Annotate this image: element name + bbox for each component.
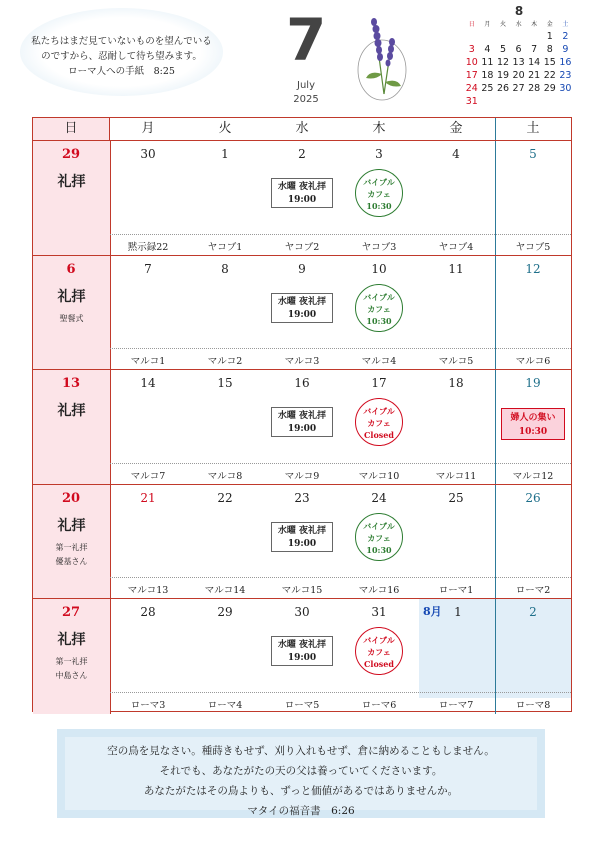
day-number: 9 (298, 261, 306, 276)
footer-line: あなたがたはその鳥よりも、ずっと価値があるではありませんか。 (143, 785, 459, 797)
bible-reading: ヤコブ4 (438, 241, 474, 253)
mini-day (464, 31, 480, 44)
mini-day (542, 96, 558, 109)
mini-weekday: 金 (546, 21, 553, 28)
bible-reading: ヤコブ3 (361, 241, 397, 253)
mini-week (464, 83, 574, 96)
week-row (33, 484, 571, 600)
day-number: 15 (217, 376, 233, 390)
sunday-worship-label: 礼拝 (57, 174, 86, 190)
mini-week (464, 44, 574, 57)
sunday-worship-label: 礼拝 (57, 632, 86, 648)
mini-weekday: 土 (562, 21, 569, 28)
womens-meeting-line: 10:30 (518, 427, 548, 437)
mini-day: 9 (562, 44, 569, 55)
verse-reference: ローマ人への手紙 8:25 (68, 66, 175, 77)
mini-day: 2 (562, 31, 569, 42)
readings-divider (110, 348, 571, 349)
mini-day: 20 (512, 70, 525, 81)
weekday-header: 水 (295, 121, 309, 136)
mini-day: 13 (512, 57, 525, 68)
mini-day: 8 (546, 44, 553, 55)
day-number: 13 (61, 376, 81, 391)
sunday-note-line: 聖餐式 (59, 313, 84, 323)
day-number: 8 (221, 261, 229, 276)
bible-cafe-line: バイブル (363, 177, 395, 187)
weekday-header: 木 (372, 121, 386, 136)
bible-reading: ローマ2 (515, 585, 551, 596)
mini-day: 16 (559, 57, 572, 68)
bible-cafe-line: Closed (364, 659, 394, 669)
bible-reading: マルコ12 (512, 470, 554, 482)
wednesday-evening-service (271, 522, 333, 552)
wednesday-event-line: 水曜 夜礼拝 (277, 411, 327, 421)
mini-day (480, 31, 496, 44)
mini-day: 19 (496, 70, 510, 81)
mini-day: 26 (496, 83, 510, 94)
bible-cafe-badge (355, 627, 403, 675)
bible-reading: ローマ3 (130, 699, 166, 711)
sunday-note-line: 第一礼拝 (55, 657, 88, 666)
bible-cafe-badge (355, 398, 403, 446)
day-number: 5 (529, 147, 537, 161)
mini-calendar-days (464, 31, 574, 109)
readings-divider (110, 234, 571, 235)
bible-cafe-line: バイブル (363, 291, 395, 302)
mini-day: 6 (515, 44, 522, 55)
readings-divider (110, 577, 571, 578)
week-row (33, 598, 571, 714)
mini-weekday: 水 (515, 21, 522, 28)
bible-reading: ヤコブ2 (284, 241, 320, 253)
month-number: 7 (286, 6, 327, 74)
mini-day (558, 96, 574, 109)
bible-reading: マルコ7 (130, 470, 166, 482)
bible-reading: マルコ14 (204, 585, 246, 596)
wednesday-evening-service (271, 636, 333, 666)
day-number: 1 (454, 605, 462, 619)
sunday-note (33, 541, 110, 569)
wednesday-event-line: 水曜 夜礼拝 (277, 525, 327, 536)
mini-day: 27 (512, 83, 525, 94)
weekday-header: 月 (141, 121, 155, 136)
saturday-divider (495, 118, 496, 140)
day-number: 7 (144, 261, 152, 276)
bible-reading: ローマ5 (284, 699, 320, 711)
footer-line: それでも、あなたがたの天の父は養っていてくださいます。 (159, 765, 443, 777)
bible-cafe-line: バイブル (363, 635, 395, 645)
day-number: 21 (140, 490, 156, 505)
day-number: 4 (452, 147, 460, 161)
wednesday-event-line: 19:00 (287, 309, 317, 320)
wednesday-event-line: 水曜 夜礼拝 (277, 182, 327, 192)
verse-line: 私たちはまだ見ていないものを望んでいる (31, 36, 212, 47)
mini-calendar-month: 8 (514, 4, 524, 18)
sunday-note-line: 第一礼拝 (55, 542, 88, 552)
bible-reading: マルコ2 (207, 356, 243, 367)
mini-day: 22 (543, 70, 556, 81)
bible-reading: マルコ3 (284, 356, 320, 367)
mini-day: 29 (543, 83, 556, 94)
calendar-grid (32, 117, 572, 712)
mini-week (464, 96, 574, 109)
sunday-note-line: 中島さん (55, 671, 88, 680)
mini-day (480, 96, 496, 109)
day-number: 20 (61, 490, 81, 506)
bible-reading: ヤコブ5 (515, 241, 551, 253)
mini-day: 24 (465, 83, 478, 94)
day-number: 29 (61, 147, 81, 162)
weekday-header: 金 (449, 121, 463, 136)
wednesday-event-line: 19:00 (287, 195, 317, 205)
footer-reference: マタイの福音書 6:26 (247, 805, 355, 817)
mini-day: 11 (481, 57, 494, 68)
day-number: 30 (140, 147, 156, 161)
weekday-header: 日 (33, 118, 110, 140)
day-number: 26 (525, 490, 541, 505)
day-number: 3 (375, 147, 383, 161)
mini-day (495, 31, 511, 44)
day-number: 24 (371, 490, 387, 505)
mini-day: 25 (481, 83, 494, 94)
week-row (33, 369, 571, 485)
bible-reading: ローマ4 (207, 699, 243, 711)
mini-day (526, 96, 542, 109)
bible-cafe-line: 10:30 (366, 544, 392, 555)
day-number: 31 (371, 605, 387, 619)
weekday-header: 土 (526, 121, 540, 136)
bible-reading: マルコ8 (207, 470, 243, 482)
mini-weekday: 月 (484, 21, 491, 28)
bible-reading: ローマ7 (438, 699, 474, 711)
mini-day (511, 96, 527, 109)
bible-reading: ヤコブ1 (207, 241, 243, 253)
day-number: 30 (294, 605, 310, 619)
mini-day: 23 (559, 70, 572, 81)
day-number: 6 (66, 261, 76, 277)
mini-day: 4 (484, 44, 491, 55)
wednesday-evening-service (271, 407, 333, 437)
wednesday-evening-service (271, 178, 333, 208)
month-name: July (297, 80, 315, 91)
bible-reading: マルコ1 (130, 356, 166, 367)
day-number: 12 (525, 261, 541, 276)
mini-day: 1 (546, 31, 553, 42)
day-number: 2 (298, 147, 306, 161)
mini-day: 14 (528, 57, 541, 68)
mini-calendar-weekdays (464, 18, 574, 31)
mini-day: 10 (465, 57, 478, 68)
day-number: 10 (371, 261, 387, 276)
sunday-worship-label: 礼拝 (57, 288, 86, 305)
bible-reading: マルコ9 (284, 470, 320, 482)
bible-cafe-line: カフェ (367, 532, 391, 543)
mini-day: 12 (496, 57, 510, 68)
day-number: 19 (525, 376, 541, 390)
footer-verse-box (57, 729, 545, 818)
mini-day (495, 96, 511, 109)
mini-week (464, 31, 574, 44)
wednesday-event-line: 19:00 (287, 653, 317, 663)
bible-reading: マルコ11 (435, 470, 477, 482)
day-number: 23 (294, 490, 310, 505)
mini-weekday: 火 (499, 21, 506, 28)
bible-reading: マルコ5 (438, 356, 474, 367)
day-number: 28 (140, 605, 156, 619)
bible-cafe-line: カフェ (367, 303, 391, 314)
mini-day: 5 (499, 44, 506, 55)
bible-cafe-line: バイブル (363, 520, 395, 531)
day-number: 25 (448, 490, 464, 505)
weekday-header: 火 (218, 121, 232, 136)
bible-reading: ローマ6 (361, 699, 397, 711)
sunday-note (33, 655, 110, 683)
bible-cafe-line: カフェ (367, 647, 391, 657)
day-number: 17 (371, 376, 387, 390)
bible-cafe-line: カフェ (367, 189, 391, 199)
mini-day: 28 (528, 83, 541, 94)
day-number: 29 (217, 605, 233, 619)
mini-day: 7 (531, 44, 538, 55)
mini-day: 31 (465, 96, 478, 107)
bible-cafe-line: バイブル (363, 406, 395, 416)
sunday-worship-label: 礼拝 (57, 517, 86, 534)
week-row (33, 140, 571, 256)
bible-reading: マルコ10 (358, 470, 400, 482)
bible-reading: マルコ15 (281, 585, 323, 596)
bible-cafe-line: 10:30 (366, 315, 392, 326)
bible-reading: マルコ6 (515, 356, 551, 367)
mini-week (464, 57, 574, 70)
bible-reading: 黙示録22 (127, 241, 169, 253)
mini-week (464, 70, 574, 83)
sunday-note-line: 優基さん (55, 556, 88, 566)
bible-cafe-line: Closed (364, 430, 394, 440)
verse-oval (20, 8, 223, 96)
year: 2025 (293, 94, 319, 105)
readings-divider (110, 463, 571, 464)
week-row (33, 255, 571, 371)
mini-day: 21 (528, 70, 541, 81)
wednesday-event-line: 水曜 夜礼拝 (277, 640, 327, 650)
mini-day: 3 (468, 44, 475, 55)
mini-day (511, 31, 527, 44)
womens-meeting-line: 婦人の集い (510, 413, 556, 423)
verse-line: のですから、忍耐して待ち望みます。 (41, 51, 202, 62)
next-month-label: 8月 (423, 605, 442, 618)
bible-reading: ローマ8 (515, 699, 551, 711)
day-number: 11 (448, 261, 464, 276)
wednesday-event-line: 19:00 (287, 538, 317, 549)
mini-day: 30 (559, 83, 572, 94)
bible-cafe-badge (355, 284, 403, 332)
bible-reading: マルコ13 (127, 585, 169, 596)
wednesday-event-line: 19:00 (287, 424, 317, 434)
footer-verse (65, 737, 537, 817)
day-number: 22 (217, 490, 233, 505)
mini-calendar (464, 4, 574, 109)
day-number: 1 (221, 147, 229, 161)
day-number: 14 (140, 376, 156, 390)
mini-day: 18 (481, 70, 494, 81)
mini-weekday: 木 (531, 21, 538, 28)
sunday-worship-label: 礼拝 (57, 403, 86, 419)
day-number: 27 (61, 605, 81, 620)
bible-cafe-badge (355, 513, 403, 561)
wednesday-evening-service (271, 293, 333, 323)
mini-day: 17 (465, 70, 478, 81)
sunday-note (33, 312, 110, 326)
bible-reading: マルコ4 (361, 356, 397, 367)
bible-reading: ローマ1 (438, 585, 474, 596)
bible-cafe-line: 10:30 (366, 201, 392, 211)
mini-day (526, 31, 542, 44)
footer-line: 空の鳥を見なさい。種蒔きもせず、刈り入れもせず、倉に納めることもしません。 (107, 745, 495, 757)
day-number: 18 (448, 376, 464, 390)
wednesday-event-line: 水曜 夜礼拝 (277, 296, 327, 307)
day-number: 16 (294, 376, 310, 390)
header-verse (20, 34, 223, 79)
bible-cafe-badge (355, 169, 403, 217)
lavender-icon (352, 12, 410, 102)
mini-weekday: 日 (468, 21, 475, 28)
bible-cafe-line: カフェ (367, 418, 391, 428)
bible-reading: マルコ16 (358, 585, 400, 596)
day-number: 2 (529, 605, 537, 619)
readings-divider (110, 692, 571, 693)
mini-day: 15 (543, 57, 556, 68)
womens-meeting-badge (501, 408, 565, 440)
